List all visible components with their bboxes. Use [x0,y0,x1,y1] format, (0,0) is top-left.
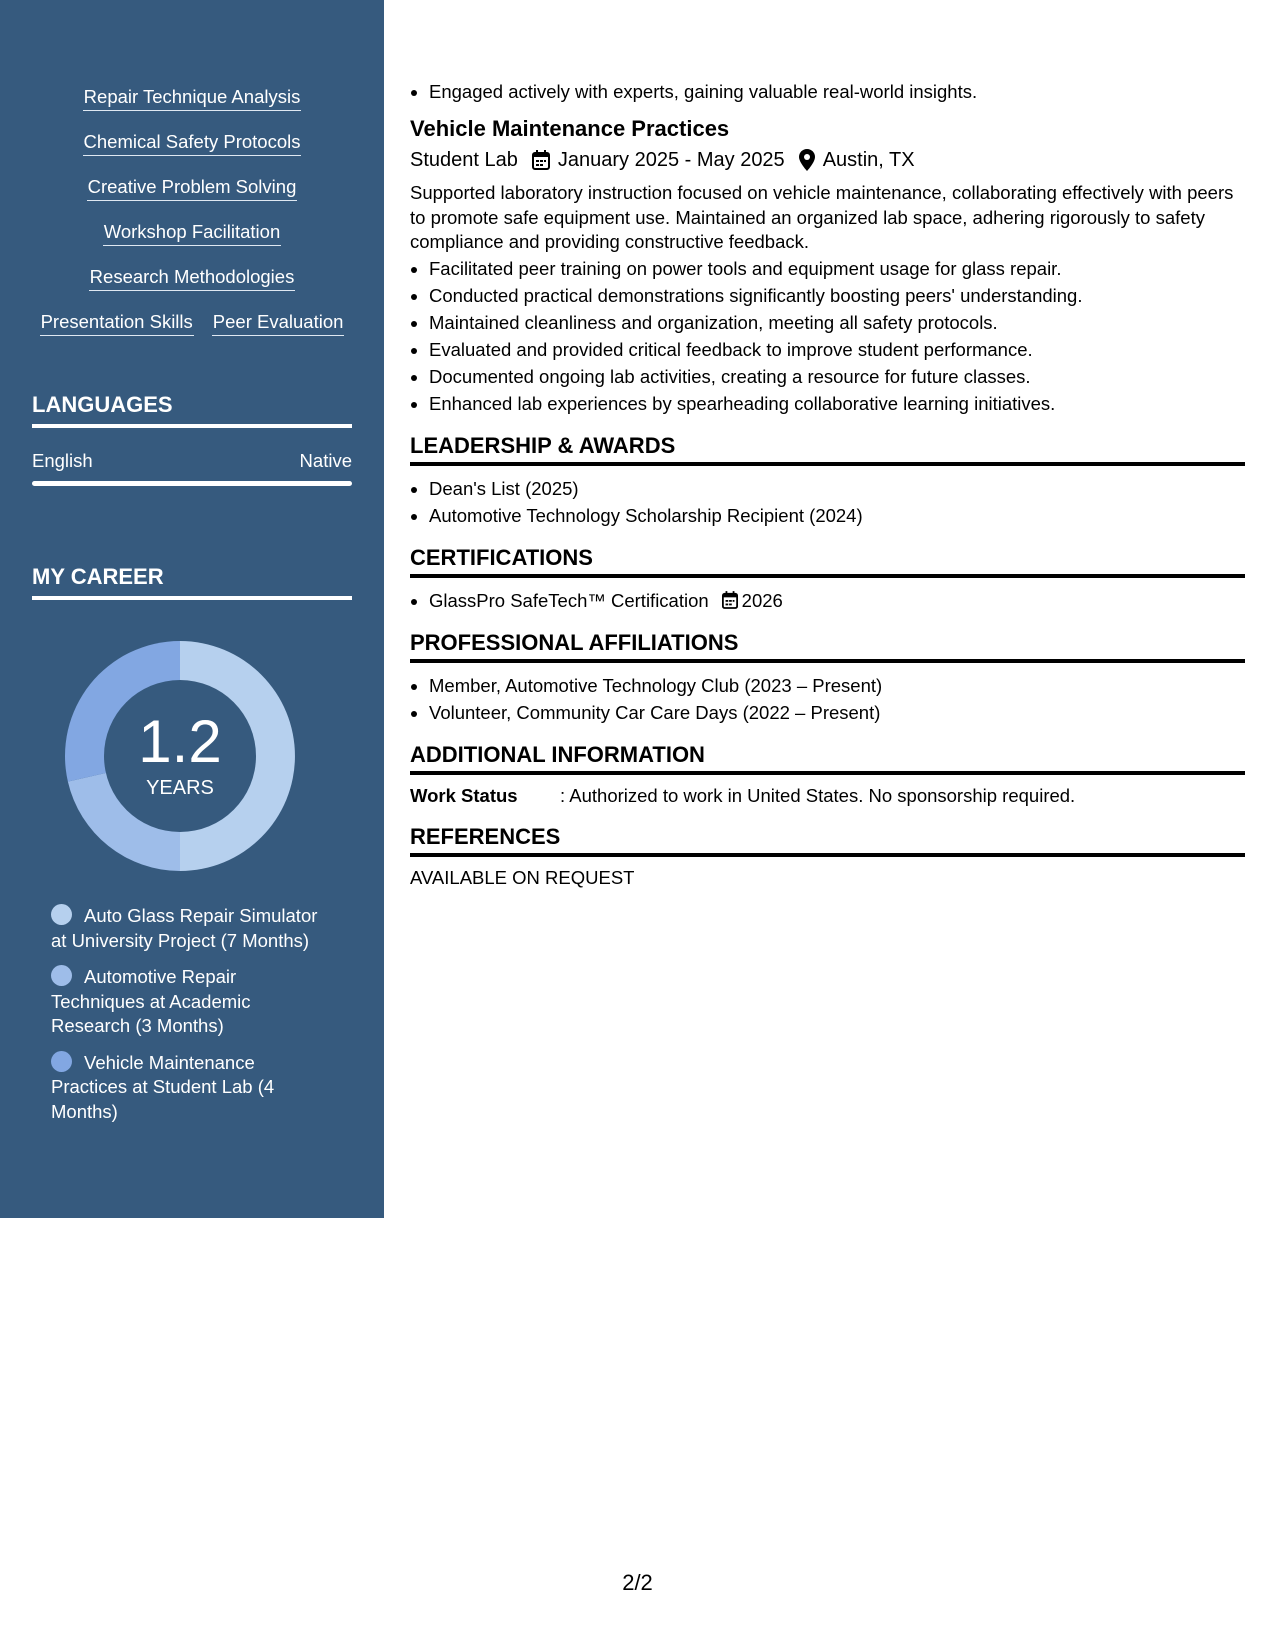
section-heading-affiliations: PROFESSIONAL AFFILIATIONS [410,630,1245,663]
career-legend-item [51,965,331,1039]
skill-tag: Repair Technique Analysis [83,86,302,111]
page-number: 2/2 [622,1570,653,1595]
career-legend-item [51,904,331,953]
list-item [429,587,1245,614]
list-item: • Automotive Technology Scholarship Recipient (2024) [429,502,1245,529]
legend-dot [51,904,72,925]
skill-row [0,311,384,356]
certifications-list [410,587,1245,614]
list-item: • Enhanced lab experiences by spearheading collaborative learning initiatives. [429,390,1245,417]
language-row [32,450,352,472]
skill-tag: Peer Evaluation [212,311,345,336]
career-total-unit: YEARS [146,777,214,799]
job-location: Austin, TX [822,149,915,171]
references-text: AVAILABLE ON REQUEST [410,866,635,888]
skill-row [0,131,384,176]
language-level-bar [32,481,352,486]
location-pin-icon [799,149,815,171]
job-org: Student Lab [410,149,518,171]
carry-over-bullets [410,78,1245,105]
section-heading-additional-info: ADDITIONAL INFORMATION [410,742,1245,775]
list-item: • Member, Automotive Technology Club (2023 – Present) [429,672,1245,699]
career-total-value: 1.2 [138,708,222,775]
work-status-value: : Authorized to work in United States. No sponsorship required. [560,784,1076,806]
section-heading-certifications: CERTIFICATIONS [410,545,1245,578]
skill-row [0,176,384,221]
list-item: • Documented ongoing lab activities, creating a resource for future classes. [429,363,1245,390]
language-name: English [32,450,93,471]
list-item: • Dean's List (2025) [429,475,1245,502]
job-meta [410,146,1245,174]
language-level: Native [299,450,352,471]
career-legend-text: Vehicle Maintenance Practices at Student Lab (4 Months) [51,1051,275,1122]
affiliations-list [410,672,1245,726]
sidebar [0,0,384,1218]
career-legend [51,904,331,1136]
job-bullets [410,255,1245,417]
list-item: • Engaged actively with experts, gaining valuable real-world insights. [429,78,1245,105]
skill-row [0,86,384,131]
skill-tag: Workshop Facilitation [103,221,282,246]
skill-tag: Creative Problem Solving [87,176,298,201]
section-heading-references: REFERENCES [410,824,1245,857]
career-legend-text: Automotive Repair Techniques at Academic Research (3 Months) [51,966,251,1036]
languages-heading: LANGUAGES [32,392,352,428]
skills-list [0,86,384,356]
list-item: • Evaluated and provided critical feedback to improve student performance. [429,336,1245,363]
skill-tag: Research Methodologies [89,266,296,291]
legend-dot [51,1051,72,1072]
calendar-icon [532,150,550,170]
list-item: • Volunteer, Community Car Care Days (2022 – Present) [429,699,1245,726]
skill-row [0,221,384,266]
list-item: • Conducted practical demonstrations significantly boosting peers' understanding. [429,282,1245,309]
list-item: • Maintained cleanliness and organization, meeting all safety protocols. [429,309,1245,336]
career-legend-text: Auto Glass Repair Simulator at University Project (7 Months) [51,905,318,951]
leadership-list [410,475,1245,529]
work-status-row [410,784,1245,808]
skill-row [0,266,384,311]
certification-name: • GlassPro SafeTech™ Certification [429,589,709,611]
job-title: Vehicle Maintenance Practices [410,116,730,141]
job-dates: January 2025 - May 2025 [557,149,785,171]
legend-dot [51,965,72,986]
list-item: • Facilitated peer training on power tools and equipment usage for glass repair. [429,255,1245,282]
certification-year: 2026 [741,589,783,611]
career-heading: MY CAREER [32,564,352,600]
main-content [410,78,1245,890]
calendar-icon [722,591,738,609]
job-description: Supported laboratory instruction focused on vehicle maintenance, collaborating effectively with peers to promote safe equipment use. Maintained an organized lab space, adhering rigorously to safety compliance and providing constructive feedback. [410,182,1234,252]
career-legend-item [51,1051,331,1125]
skill-tag: Presentation Skills [40,311,194,336]
career-donut-chart [65,641,295,871]
skill-tag: Chemical Safety Protocols [83,131,302,156]
section-heading-leadership: LEADERSHIP & AWARDS [410,433,1245,466]
work-status-label: Work Status [410,784,518,806]
